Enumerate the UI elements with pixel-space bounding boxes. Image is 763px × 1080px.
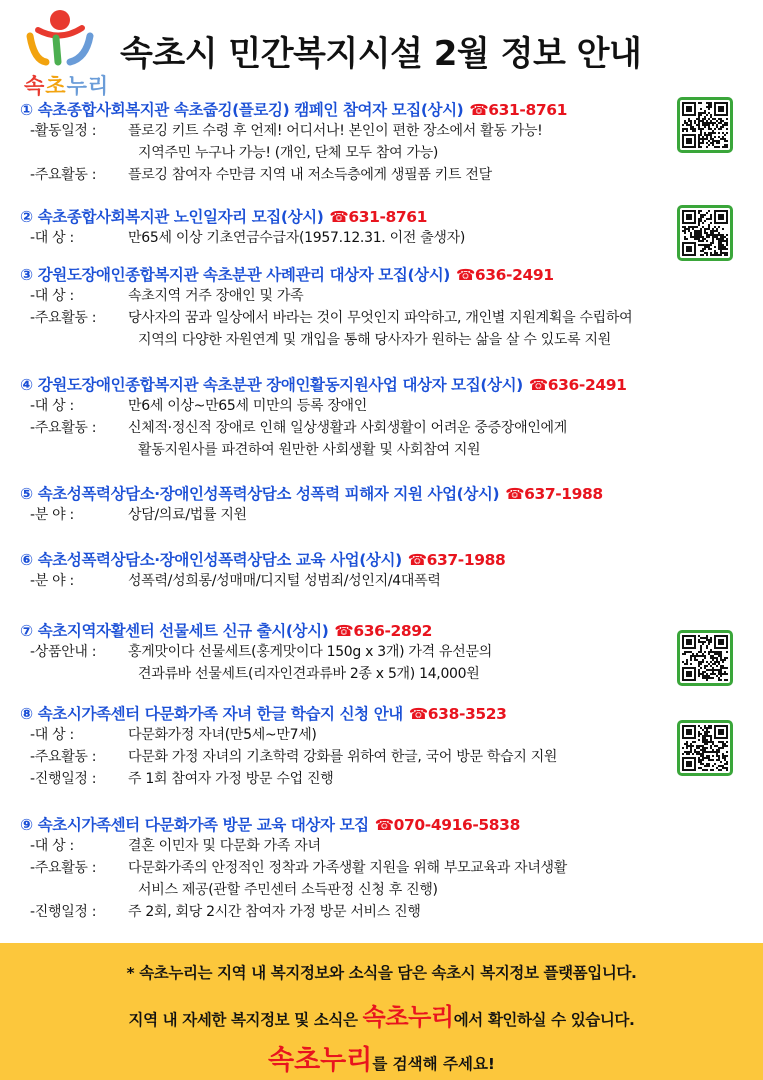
item-heading bbox=[20, 263, 750, 285]
item-row bbox=[20, 857, 750, 879]
item-heading bbox=[20, 702, 750, 724]
row-label: -대 상 : bbox=[30, 288, 74, 304]
item-row bbox=[20, 724, 750, 746]
phone-number[interactable]: ☎638-3523 bbox=[408, 705, 507, 723]
row-label: -주요활동 : bbox=[30, 167, 97, 183]
row-continuation: 지역주민 누구나 가능! (개인, 단체 모두 참여 가능) bbox=[138, 145, 439, 161]
item-row bbox=[20, 768, 750, 790]
qr-code-icon[interactable] bbox=[677, 97, 733, 153]
header bbox=[0, 0, 763, 100]
row-label: -진행일정 : bbox=[30, 904, 97, 920]
row-value: 주 2회, 회당 2시간 참여자 가정 방문 서비스 진행 bbox=[128, 904, 421, 920]
row-value: 주 1회 참여자 가정 방문 수업 진행 bbox=[128, 771, 334, 787]
phone-number[interactable]: ☎636-2491 bbox=[528, 376, 627, 394]
footer-line-2 bbox=[0, 997, 763, 1032]
item-title: ⑦ 속초지역자활센터 선물세트 신규 출시(상시) bbox=[20, 622, 329, 640]
row-value: 상담/의료/법률 지원 bbox=[128, 507, 247, 523]
row-label: -대 상 : bbox=[30, 230, 74, 246]
item-row bbox=[20, 901, 750, 923]
info-item bbox=[20, 702, 750, 790]
row-value: 속초지역 거주 장애인 및 가족 bbox=[128, 288, 304, 304]
row-value: 당사자의 꿈과 일상에서 바라는 것이 무엇인지 파악하고, 개인별 지원계획을 수립하여 bbox=[128, 310, 633, 326]
row-value: 만6세 이상~만65세 미만의 등록 장애인 bbox=[128, 398, 367, 414]
item-title: ⑧ 속초시가족센터 다문화가족 자녀 한글 학습지 신청 안내 bbox=[20, 705, 403, 723]
row-value: 다문화가정 자녀(만5세~만7세) bbox=[128, 727, 317, 743]
qr-code-icon[interactable] bbox=[677, 630, 733, 686]
footer-line-3 bbox=[0, 1038, 763, 1077]
item-row bbox=[20, 504, 750, 526]
footer-brand: 속초누리 bbox=[362, 1003, 454, 1031]
item-heading bbox=[20, 98, 750, 120]
phone-number[interactable]: ☎636-2892 bbox=[334, 622, 433, 640]
info-item bbox=[20, 548, 750, 592]
page-title: 속초시 민간복지시설 2월 정보 안내 bbox=[120, 34, 642, 74]
row-value: 성폭력/성희롱/성매매/디지털 성범죄/성인지/4대폭력 bbox=[128, 573, 441, 589]
footer-line-1: * 속초누리는 지역 내 복지정보와 소식을 담은 속초시 복지정보 플랫폼입니다. bbox=[126, 964, 637, 982]
info-item bbox=[20, 482, 750, 526]
phone-number[interactable]: ☎636-2491 bbox=[455, 266, 554, 284]
footer-brand-search: 속초누리 bbox=[267, 1045, 373, 1076]
row-value: 만65세 이상 기초연금수급자(1957.12.31. 이전 출생자) bbox=[128, 230, 466, 246]
item-row bbox=[20, 120, 750, 142]
item-row bbox=[20, 227, 750, 249]
qr-code-icon[interactable] bbox=[677, 720, 733, 776]
row-value: 다문화가족의 안정적인 정착과 가족생활 지원을 위해 부모교육과 자녀생활 bbox=[128, 860, 567, 876]
logo-text bbox=[24, 70, 109, 100]
row-value: 플로깅 참여자 수만큼 지역 내 저소득층에게 생필품 키트 전달 bbox=[128, 167, 492, 183]
row-continuation: 서비스 제공(관할 주민센터 소득판정 신청 후 진행) bbox=[138, 882, 438, 898]
phone-number[interactable]: ☎637-1988 bbox=[407, 551, 506, 569]
item-heading bbox=[20, 813, 750, 835]
item-row bbox=[20, 835, 750, 857]
logo-text-3: 누리 bbox=[66, 74, 110, 98]
phone-number[interactable]: ☎070-4916-5838 bbox=[374, 816, 520, 834]
item-row bbox=[20, 395, 750, 417]
item-row bbox=[20, 641, 750, 663]
row-label: -주요활동 : bbox=[30, 420, 97, 436]
item-row bbox=[20, 164, 750, 186]
phone-number[interactable]: ☎637-1988 bbox=[505, 485, 603, 503]
phone-number[interactable]: ☎631-8761 bbox=[469, 101, 567, 119]
logo-mark-icon bbox=[16, 8, 116, 70]
row-label: -주요활동 : bbox=[30, 310, 97, 326]
row-value: 결혼 이민자 및 다문화 가족 자녀 bbox=[128, 838, 321, 854]
item-title: ③ 강원도장애인종합복지관 속초분관 사례관리 대상자 모집(상시) bbox=[20, 266, 450, 284]
item-heading bbox=[20, 548, 750, 570]
item-row bbox=[20, 285, 750, 307]
item-row bbox=[20, 570, 750, 592]
info-item bbox=[20, 205, 750, 249]
row-value: 플로깅 키트 수령 후 언제! 어디서나! 본인이 편한 장소에서 활동 가능! bbox=[128, 123, 543, 139]
item-heading bbox=[20, 373, 750, 395]
footer-banner bbox=[0, 943, 763, 1080]
row-label: -주요활동 : bbox=[30, 860, 97, 876]
logo-text-2: 초 bbox=[45, 74, 67, 98]
info-item bbox=[20, 98, 750, 186]
item-title: ① 속초종합사회복지관 속초줍깅(플로깅) 캠페인 참여자 모집(상시) bbox=[20, 101, 464, 119]
item-title: ⑥ 속초성폭력상담소·장애인성폭력상담소 교육 사업(상시) bbox=[20, 551, 402, 569]
row-continuation: 견과류바 선물세트(리자인견과류바 2종 x 5개) 14,000원 bbox=[138, 666, 480, 682]
item-title: ② 속초종합사회복지관 노인일자리 모집(상시) bbox=[20, 208, 324, 226]
row-label: -대 상 : bbox=[30, 838, 74, 854]
item-row bbox=[20, 746, 750, 768]
info-item bbox=[20, 373, 750, 461]
row-label: -대 상 : bbox=[30, 727, 74, 743]
row-value: 홍게맛이다 선물세트(홍게맛이다 150g x 3개) 가격 유선문의 bbox=[128, 644, 492, 660]
row-continuation: 활동지원사를 파견하여 원만한 사회생활 및 사회참여 지원 bbox=[138, 442, 481, 458]
footer-line-2-pre: 지역 내 자세한 복지정보 및 소식은 bbox=[128, 1011, 363, 1029]
row-label: -분 야 : bbox=[30, 507, 74, 523]
row-label: -대 상 : bbox=[30, 398, 74, 414]
sokcho-nuri-logo bbox=[16, 8, 116, 96]
row-label: -활동일정 : bbox=[30, 123, 97, 139]
info-item bbox=[20, 263, 750, 351]
row-continuation: 지역의 다양한 자원연계 및 개입을 통해 당사자가 원하는 삶을 살 수 있도록 지원 bbox=[138, 332, 611, 348]
qr-code-icon[interactable] bbox=[677, 205, 733, 261]
row-value: 다문화 가정 자녀의 기초학력 강화를 위하여 한글, 국어 방문 학습지 지원 bbox=[128, 749, 558, 765]
item-heading bbox=[20, 482, 750, 504]
item-title: ⑨ 속초시가족센터 다문화가족 방문 교육 대상자 모집 bbox=[20, 816, 369, 834]
info-item bbox=[20, 619, 750, 685]
info-item bbox=[20, 813, 750, 923]
row-value: 신체적·정신적 장애로 인해 일상생활과 사회생활이 어려운 중증장애인에게 bbox=[128, 420, 567, 436]
phone-number[interactable]: ☎631-8761 bbox=[329, 208, 428, 226]
item-row bbox=[20, 307, 750, 329]
item-heading bbox=[20, 619, 750, 641]
footer-line-2-post: 에서 확인하실 수 있습니다. bbox=[453, 1011, 635, 1029]
row-label: -분 야 : bbox=[30, 573, 74, 589]
row-label: -상품안내 : bbox=[30, 644, 97, 660]
item-heading bbox=[20, 205, 750, 227]
logo-text-1: 속 bbox=[24, 74, 46, 98]
item-row bbox=[20, 417, 750, 439]
footer-line-3-post: 를 검색해 주세요! bbox=[372, 1055, 495, 1073]
row-label: -주요활동 : bbox=[30, 749, 97, 765]
row-label: -진행일정 : bbox=[30, 771, 97, 787]
item-title: ④ 강원도장애인종합복지관 속초분관 장애인활동지원사업 대상자 모집(상시) bbox=[20, 376, 523, 394]
item-title: ⑤ 속초성폭력상담소·장애인성폭력상담소 성폭력 피해자 지원 사업(상시) bbox=[20, 485, 500, 503]
